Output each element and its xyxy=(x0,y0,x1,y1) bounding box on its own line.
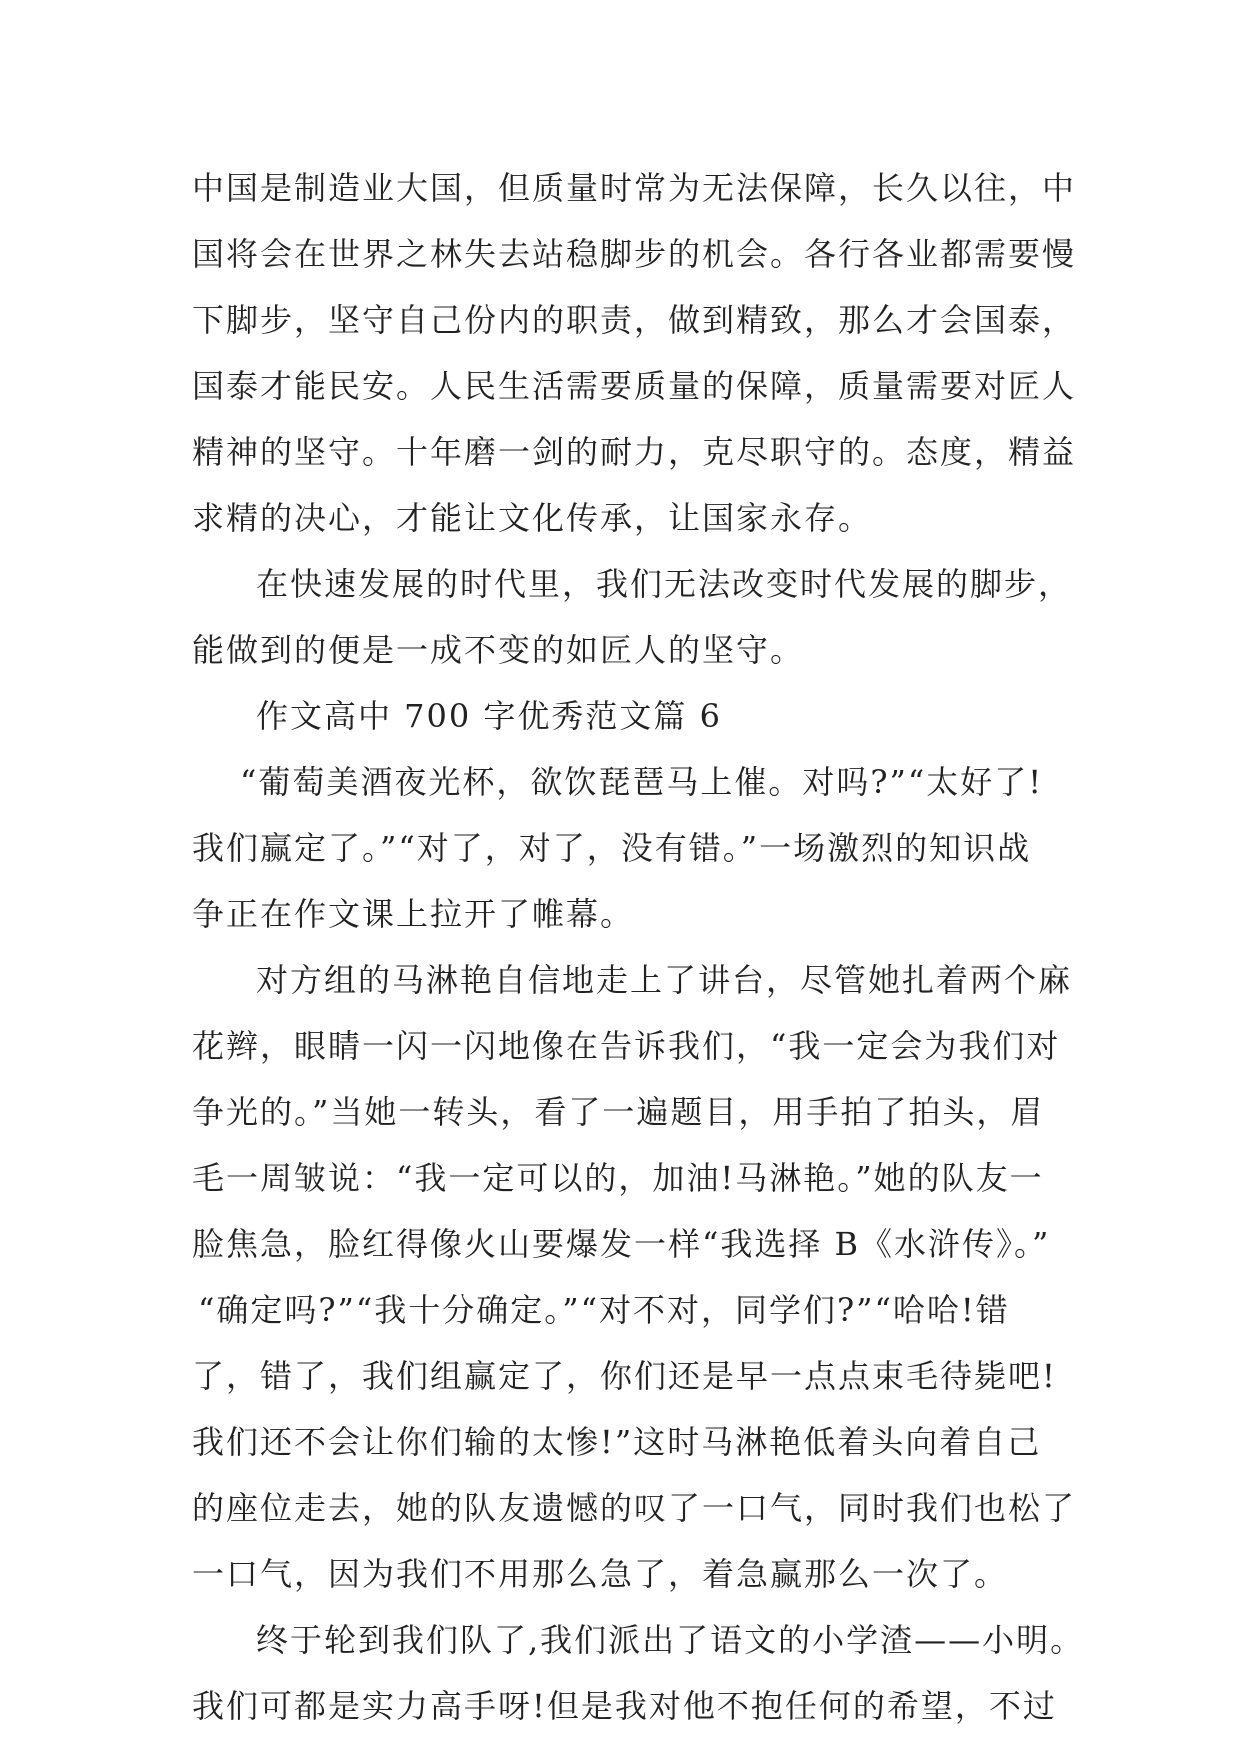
paragraph-line: 我们还不会让你们输的太惨!”这时马淋艳低着头向着自己 xyxy=(192,1423,1042,1461)
paragraph-line: 我们赢定了。”“对了，对了，没有错。”一场激烈的知识战 xyxy=(192,829,1032,867)
paragraph-line: 国将会在世界之林失去站稳脚步的机会。各行各业都需要慢 xyxy=(192,235,1077,273)
paragraph-line: 的座位走去，她的队友遗憾的叹了一口气，同时我们也松了 xyxy=(192,1489,1077,1527)
paragraph-line: “确定吗?”“我十分确定。”“对不对，同学们?”“哈哈!错 xyxy=(198,1291,1010,1329)
paragraph-line: 争光的。”当她一转头，看了一遍题目，用手拍了拍头，眉 xyxy=(192,1093,1045,1131)
paragraph-line: 我们可都是实力高手呀!但是我对他不抱任何的希望，不过 xyxy=(192,1687,1057,1725)
paragraph-line: 终于轮到我们队了,我们派出了语文的小学渣——小明。 xyxy=(256,1621,1085,1659)
paragraph-line: 毛一周皱说：“我一定可以的，加油!马淋艳。”她的队友一 xyxy=(192,1159,1044,1197)
section-heading: 作文高中 700 字优秀范文篇 6 xyxy=(256,697,722,735)
paragraph-line: 在快速发展的时代里，我们无法改变时代发展的脚步， xyxy=(256,565,1073,603)
paragraph-line: 求精的决心，才能让文化传承，让国家永存。 xyxy=(192,499,873,537)
paragraph-line: “葡萄美酒夜光杯，欲饮琵琶马上催。对吗?”“太好了! xyxy=(240,763,1044,801)
paragraph-line: 花辫，眼睛一闪一闪地像在告诉我们，“我一定会为我们对 xyxy=(192,1027,1061,1065)
paragraph-line: 国泰才能民安。人民生活需要质量的保障，质量需要对匠人 xyxy=(192,367,1077,405)
paragraph-line: 脸焦急，脸红得像火山要爆发一样“我选择 B《水浒传》。” xyxy=(192,1225,1051,1263)
paragraph-line: 精神的坚守。十年磨一剑的耐力，克尽职守的。态度，精益 xyxy=(192,433,1077,471)
paragraph-line: 下脚步，坚守自己份内的职责，做到精致，那么才会国泰， xyxy=(192,301,1077,339)
paragraph-line: 了，错了，我们组赢定了，你们还是早一点点束毛待毙吧! xyxy=(192,1357,1057,1395)
paragraph-line: 对方组的马淋艳自信地走上了讲台，尽管她扎着两个麻 xyxy=(256,961,1073,999)
paragraph-line: 能做到的便是一成不变的如匠人的坚守。 xyxy=(192,631,805,669)
paragraph-line: 争正在作文课上拉开了帷幕。 xyxy=(192,895,635,933)
paragraph-line: 一口气，因为我们不用那么急了，着急赢那么一次了。 xyxy=(192,1555,1009,1593)
paragraph-line: 中国是制造业大国，但质量时常为无法保障，长久以往，中 xyxy=(192,169,1077,207)
